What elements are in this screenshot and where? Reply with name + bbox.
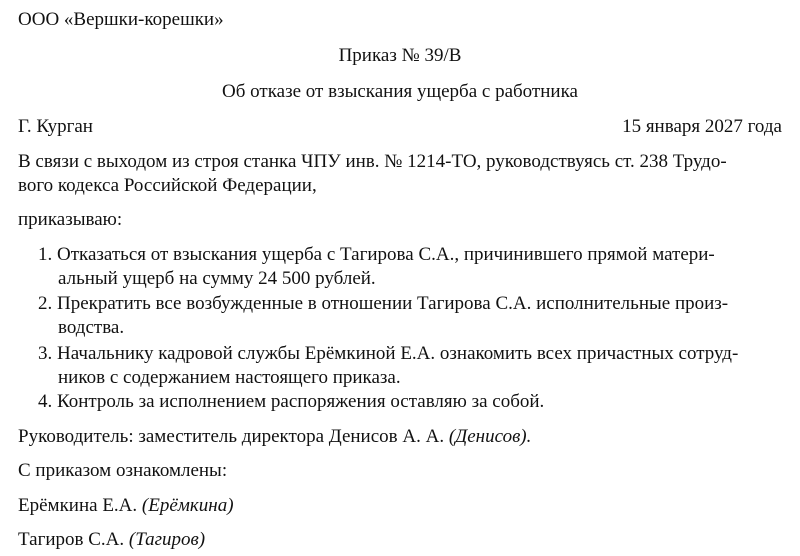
item-text-line-2: ников с содержанием настоящего приказа. [58, 367, 401, 388]
head-signature: (Денисов). [448, 426, 532, 447]
list-item [38, 243, 715, 267]
list-item [38, 292, 728, 316]
order-date: 15 января 2027 года [622, 116, 782, 137]
list-item [38, 390, 544, 414]
item-text-line-1: Контроль за исполнением распоряжения оставляю за собой. [57, 391, 545, 412]
acquainted-row [18, 528, 205, 552]
preamble-line-1: В связи с выходом из строя станка ЧПУ инв. № 1214-ТО, руководствуясь ст. 238 Трудо- [18, 151, 727, 172]
item-text-line-2: водства. [58, 317, 125, 338]
organization-name: ООО «Вершки-корешки» [18, 9, 224, 30]
order-word: приказываю: [18, 209, 123, 230]
order-subject: Об отказе от взыскания ущерба с работника [222, 81, 578, 102]
city: Г. Курган [18, 116, 93, 137]
acquainted-label: С приказом ознакомлены: [18, 460, 228, 481]
item-number: 1. [38, 244, 53, 265]
acquainted-name: Ерёмкина Е.А. [18, 495, 138, 516]
item-text-line-1: Начальнику кадровой службы Ерёмкиной Е.А. ознакомить всех причастных сотруд- [57, 343, 739, 364]
order-number: Приказ № 39/В [338, 45, 462, 66]
acquainted-name: Тагиров С.А. [18, 529, 125, 550]
item-text-line-1: Отказаться от взыскания ущерба с Тагирова С.А., причинившего прямой матери- [57, 244, 715, 265]
acquainted-signature: (Тагиров) [128, 529, 206, 550]
preamble-line-2: вого кодекса Российской Федерации, [18, 175, 317, 196]
acquainted-signature: (Ерёмкина) [141, 495, 234, 516]
item-number: 3. [38, 343, 53, 364]
head-signature-line [18, 425, 531, 449]
list-item [38, 342, 738, 366]
item-text-line-2: альный ущерб на сумму 24 500 рублей. [58, 268, 376, 289]
item-number: 4. [38, 391, 53, 412]
acquainted-row [18, 494, 234, 518]
item-text-line-1: Прекратить все возбужденные в отношении Тагирова С.А. исполнительные произ- [57, 293, 729, 314]
head-text: Руководитель: заместитель директора Денисов А. А. [18, 426, 445, 447]
item-number: 2. [38, 293, 53, 314]
